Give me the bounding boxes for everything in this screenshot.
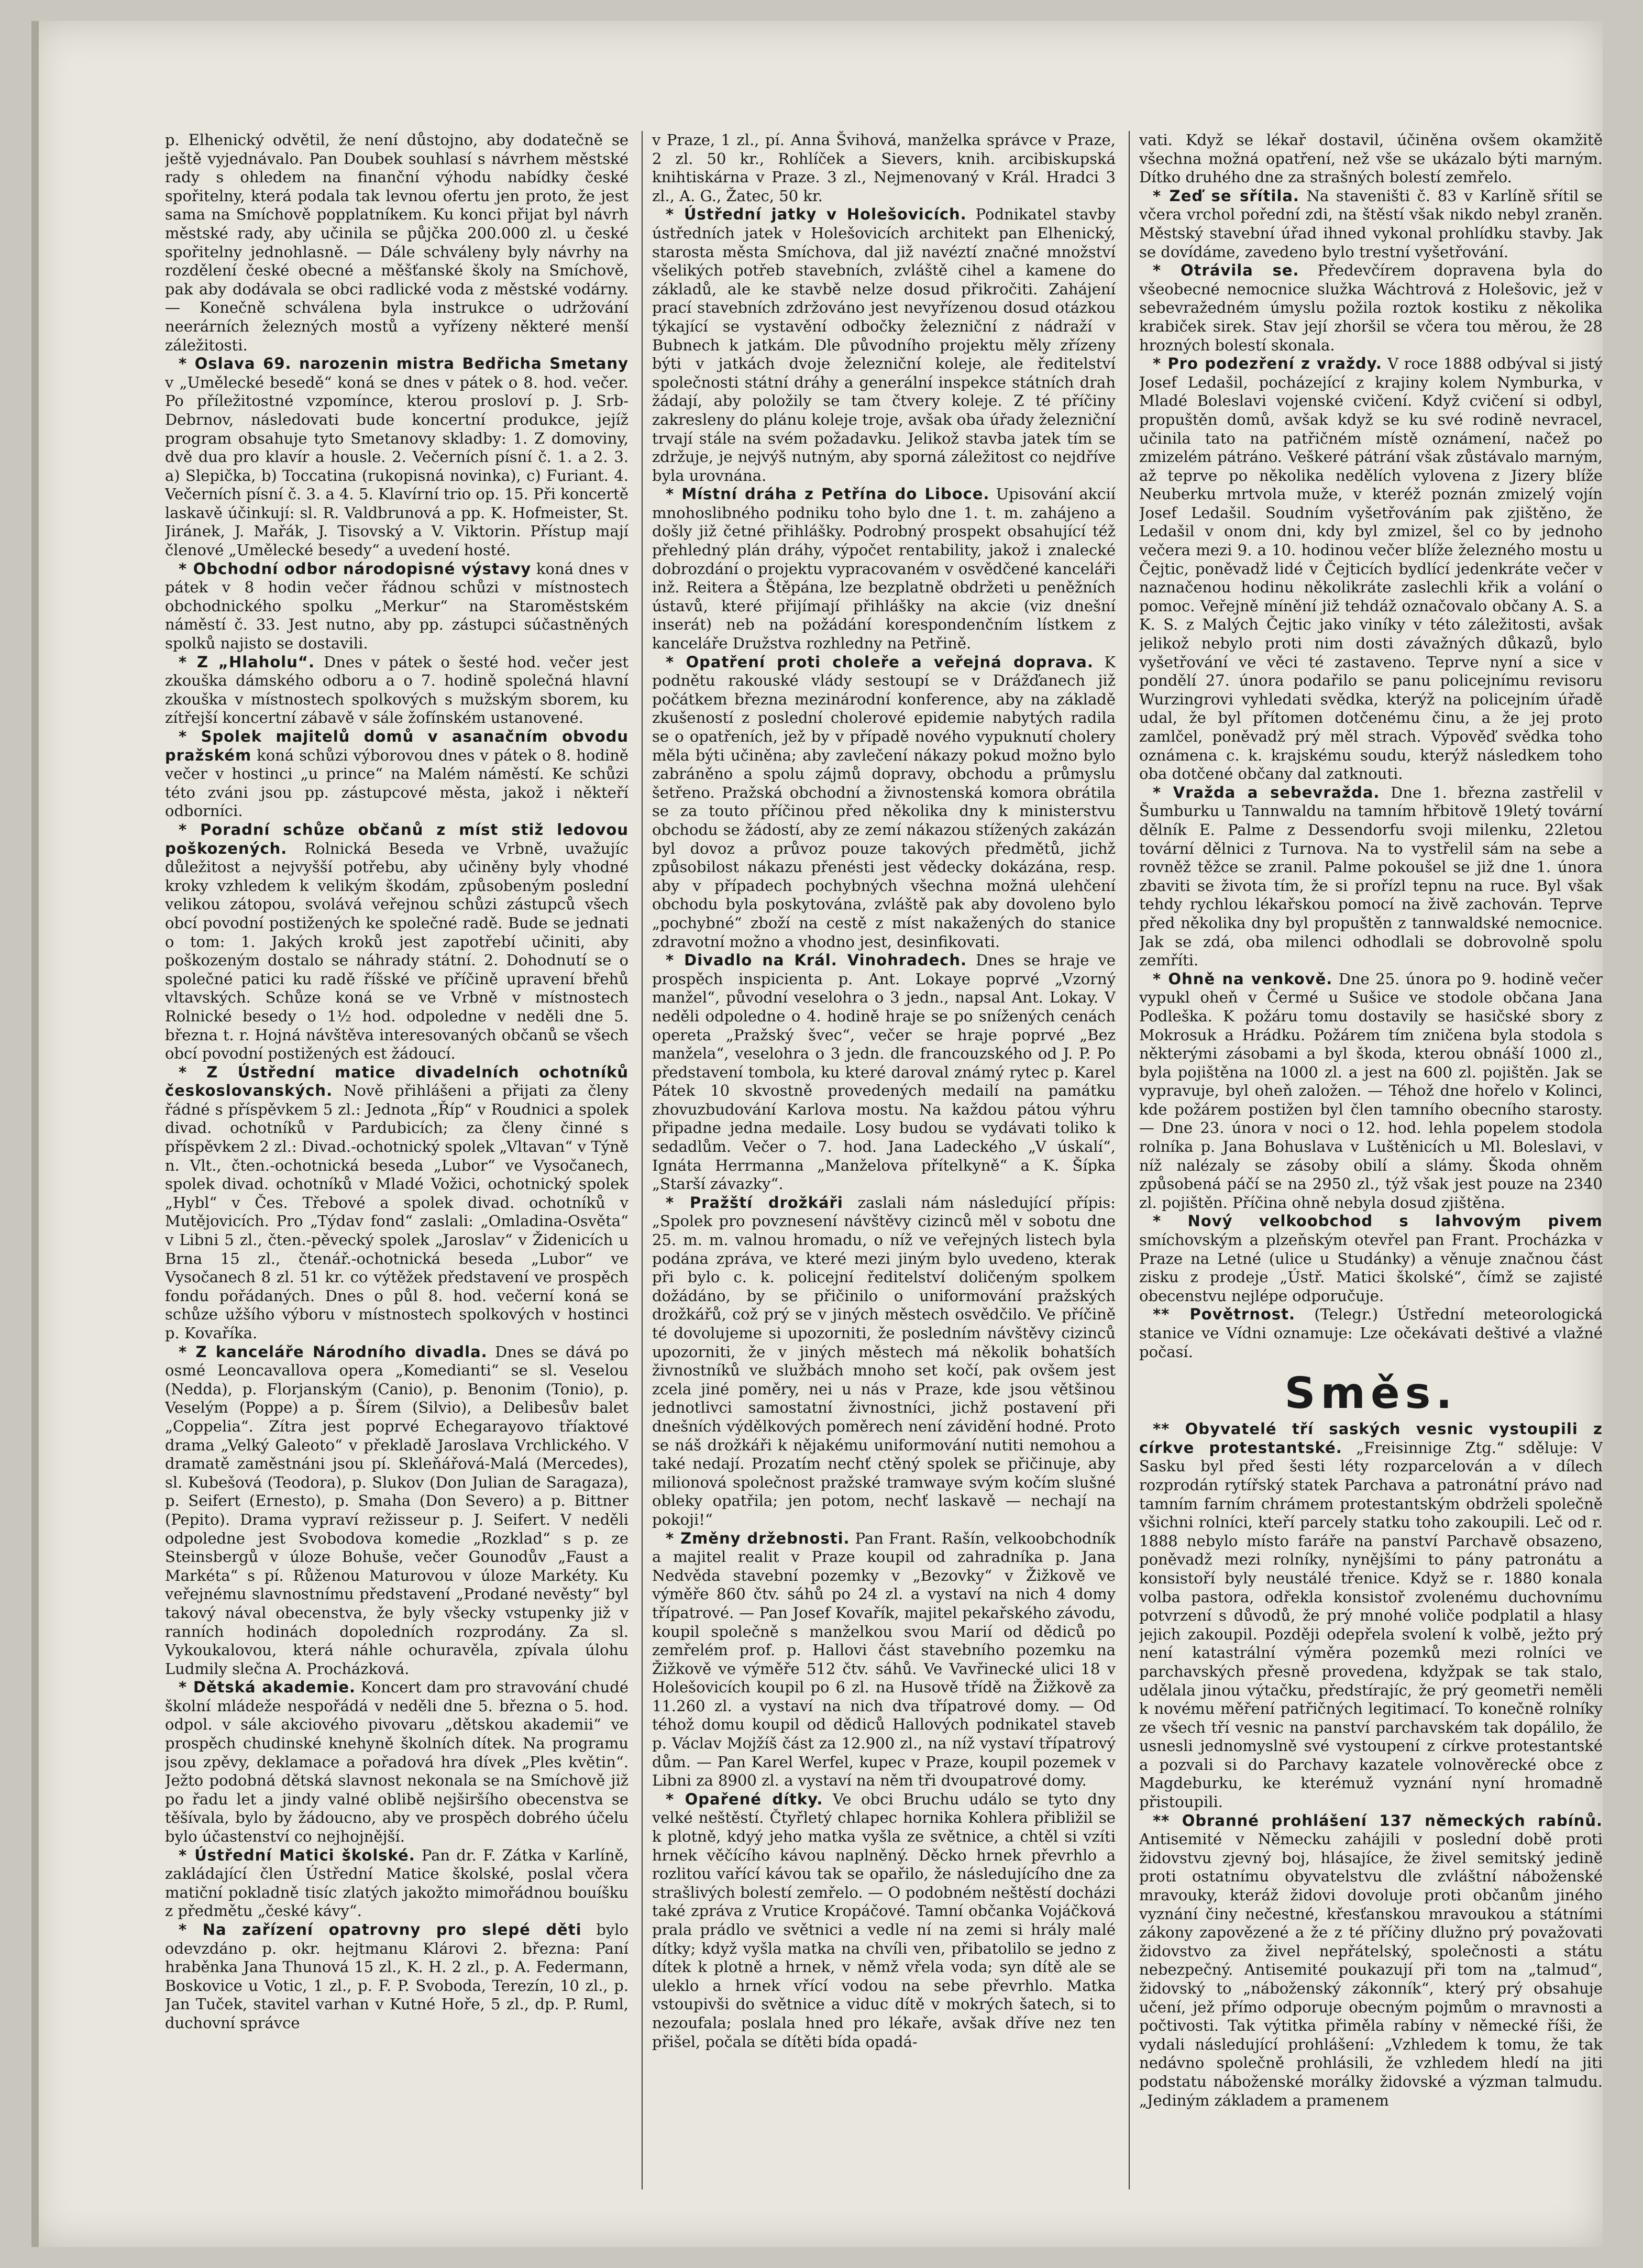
article-heading: * Nový velkoobchod s lahvovým pivem [1153, 1212, 1603, 1230]
article-text: Upisování akcií mnohoslibného podniku toho bylo dne 1. t. m. zahájeno a došly již četné přihlášky. Podrobný prospekt obsahující též přehledný plán dráhy, výpočet rentability, jakož i znalecké dobrozdání o projektu vypracovaném v osvědčené kanceláři inž. Reitera a Štěpána, lze bezplatně obdržeti u peněžních ústavů, které přijímají přihlášky na akcie (viz dnešní inserát) neb na požádání korespondenčním lístkem z kanceláře Družstva rozhledny na Petřině. [652, 485, 1116, 653]
article-text: vati. Když se lékař dostavil, účiněna ovšem okamžitě všechna možná opatření, než vše se ukázalo býti marným. Dítko druhého dne za strašných bolestí zemřelo. [1139, 131, 1603, 186]
article-paragraph [1139, 1305, 1603, 1361]
article-paragraph [652, 131, 1116, 205]
article-heading: * Vražda a sebevražda. [1153, 783, 1380, 801]
article-text: Na staveništi č. 83 v Karlíně sřítil se včera vrchol pořední zdi, na štěstí však nikdo nebyl zraněn. Městský stavební úřad ihned vykonal prohlídku stavby. Jak se dovídáme, zavedeno bylo trestní vyšetřování. [1139, 186, 1603, 261]
article-paragraph [165, 560, 628, 653]
article-text: Ve obci Bruchu událo se tyto dny velké neštěstí. Čtyřletý chlapec hornika Kohlera přibližil se k plotně, kdyý jeho matka vyšla ze světnice, a chtěl si vzíti hrnek věčícího kávou naplněný. Děcko hrnek převrhlo a rozlitou vařící kávou tak se opařilo, že následujícího dne za strašlivých bolestí zemřelo. — O podobném neštěstí docházi také zpráva z Vrutice Kropáčové. Tamní občanka Vojáčková prala prádlo ve světnici a vedle ní na zemi si hrály malé dítky; když vyšla matka na chvíli ven, přibatolilo se jedno z dítek k plotně a hrnek, v němž vřela voda; syn dítě ale se uleklo a hrnek vřící vodou na sebe převrhlo. Matka vstoupivši do světnice a viduc dítě v mokrých šatech, si to nezoufala; poslala hned pro lékaře, avšak dříve nez ten přišel, počala se dítěti bída opadá- [652, 1790, 1116, 2051]
article-heading: ** Obyvatelé tří saských vesnic vystoupili z církve protestantské. [1139, 1420, 1603, 1457]
article-paragraph [1139, 131, 1603, 187]
column-2 [652, 131, 1116, 2189]
article-text: Dne 1. března zastřelil v Šumburku u Tannwaldu na tamním hřbitově 19letý tovární dělník E. Palme z Dessendorfu svoji milenku, 22letou tovární dělnici z Turnova. Na to vystřelil sám na sebe a rovněž těžce se zranil. Palme pokoušel se již dne 1. února zbaviti se života tím, že si prořízl tepnu na ruce. Byl však tehdy rychlou lékařskou pomocí na živě zachován. Teprve před několika dny byl propuštěn z tannwaldské nemocnice. Jak se zdá, oba milenci odhodlali se dobrovolně spolu zemříti. [1139, 783, 1603, 970]
article-heading: * Poradní schůze občanů z míst stiž ledovou poškozených. [165, 820, 628, 857]
article-paragraph [1139, 355, 1603, 784]
article-paragraph [652, 205, 1116, 485]
article-heading: * Obchodní odbor národopisné výstavy [179, 559, 532, 578]
article-text: V roce 1888 odbýval si jistý Josef Ledašil, pocházející z krajiny kolem Nymburka, v Mladé Boleslavi vojenské cvičení. Když cvičení si odbyl, propuštěn domů, avšak když se ku své rodině nevracel, učinila tato na patřičném místě oznámení, načež po zmizelém pátráno. Veškeré pátrání však zůstávalo marným, až teprve po několika nedělích vylovena z Jizery blíže Neuberku mrtvola muže, v kteréž poznán zmizelý vojín Josef Ledašil. Soudním vyšetřováním pak zjištěno, že Ledašil v onom dni, kdy byl zmizel, šel co by jednoho večera mezi 9. a 10. hodinou večer blíže železného mostu u Čejtic, poněvadž lidé v Čejticích bydlící jedenkráte večer v naznačenou hodinu několikráte zaslechli křik a volání o pomoc. Veřejně mínění již tehdáž označovalo občany A. S. a K. S. z Malých Čejtic jako viníky v této záležitosti, avšak jelikož nebylo proti nim dosti závažných důkazů, bylo vyšetřování ve věci té zastaveno. Teprve nyní a sice v pondělí 27. února podařilo se panu policejnímu revisoru Wurzingrovi vyhledati svědka, kterýž na policejním úřadě udal, že byl přítomen dotčenému činu, a že jej proto zamlčel, poněvadž prý měl strach. Výpověď svědka toho oznámena c. k. krajskému soudu, kterýž následkem toho oba dotčené občany dal zatknouti. [1139, 355, 1603, 783]
article-heading: * Opatření proti choleře a veřejná doprava. [666, 653, 1094, 671]
article-heading: * Dětská akademie. [179, 1678, 356, 1697]
article-paragraph [165, 131, 628, 355]
article-heading: * Pro podezření z vraždy. [1153, 355, 1382, 373]
article-text: Rolnická Beseda ve Vrbně, uvažujíc důležitost a nejvyšší potřebu, aby učiněny byly vhodné kroky vzhledem k velikým škodám, způsobeným poslední velikou zátopou, svolává veřejnou schůzi zástupců všech obcí povodní postižených ke společné radě. Bude se jednati o tom: 1. Jakých kroků jest zapotřebí učiniti, aby poškozeným dostalo se náhrady státní. 2. Dohodnutí se o společné patici ku radě říšské ve příčině upravení břehů vltavských. Schůze koná se ve Vrbně v místnostech Rolnické besedy o 1½ hod. odpoledne v neděli dne 5. března t. r. Hojná návštěva interesovaných občanů se všech obcí povodní postižených est žádoucí. [165, 839, 628, 1063]
article-text: Koncert dam pro stravování chudé školní mládeže nespořádá v neděli dne 5. března o 5. hod. odpol. v sále akciového pivovaru „dětskou akademii“ ve prospěch chudinské knehyně školních dítek. Na programu jsou zpěvy, deklamace a pořadová hra dívek „Ples květin“. Ježto podobná dětská slavnost nekonala se na Smíchově již po řadu let a jindy valné oblibě nejširšího obecenstva se těšívala, bylo by žádoucno, aby ve prospěch dobrého účelu bylo účastenství co nejhojnější. [165, 1678, 628, 1846]
column-1 [165, 131, 628, 2189]
article-text: Dnes se hraje ve prospěch inspicienta p. Ant. Lokaye poprvé „Vzorný manžel“, původní veselohra o 3 jedn., napsal Ant. Lokay. V neděli odpoledne o 4. hodině hraje se po snížených cenách opereta „Pražský švec“, večer se hraje poprvé „Bez manžela“, veselohra o 3 jedn. dle francouzského od J. P. Po představení tombola, ku které daroval známý rytec p. Karel Pátek 10 skvostně provedených medailí na památku zhovuzbudování Karlova mostu. Na každou pátou výhru připadne jedna medaile. Losy budou se vydávati toliko k sedadlům. Večer o 7. hod. Jana Ladeckého „V úskalí“, Ignáta Herrmanna „Manželova přítelkyně“ a K. Šípka „Starší závazky“. [652, 951, 1116, 1193]
article-heading: * Zeď se sřítila. [1153, 186, 1299, 205]
article-text: v Praze, 1 zl., pí. Anna Švihová, manželka správce v Praze, 2 zl. 50 kr., Rohlíček a Sievers, knih. arcibiskupská knihtiskárna v Praze. 3 zl., Nejmenovaný v Král. Hradci 3 zl., A. G., Žatec, 50 kr. [652, 131, 1116, 205]
article-heading: * Z kanceláře Národního divadla. [179, 1342, 488, 1361]
article-text: Dnes se dává po osmé Leoncavallova opera „Komedianti“ se sl. Veselou (Nedda), p. Florjanským (Canio), p. Benonim (Tonio), p. Veselým (Poppe) a p. Šírem (Silvio), a Delibesův balet „Coppelia“. Zítra jest poprvé Echegarayovo tříaktové drama „Velký Galeoto“ v překladě Jaroslava Vrchlického. V dramatě zaměstnáni jsou pí. Skleňářová-Malá (Mercedes), sl. Kubešová (Teodora), p. Slukov (Don Julian de Saragaza), p. Seifert (Ernesto), p. Smaha (Don Severo) a p. Bittner (Pepito). Drama vypraví režisseur p. J. Seifert. V neděli odpoledne jest Svobodova komedie „Rozklad“ s p. ze Steinsbergů v úloze Bohuše, večer Gounodův „Faust a Markéta“ s pí. Růženou Maturovou v úloze Markéty. Ku veřejnému slavnostnímu představení „Prodané nevěsty“ byl takový nával obecenstva, že byly všecky vstupenky již v ranních hodinách dopoledních rozprodány. Za sl. Vykoukalovou, která náhle ochuravěla, zpívala úlohu Ludmily slečna A. Procházková. [165, 1342, 628, 1678]
article-text: koná schůzi výborovou dnes v pátek o 8. hodině večer v hostinci „u prince“ na Malém náměstí. Ke schůzi této zváni jsou pp. zástupcové města, jakož i někteří odborníci. [165, 746, 628, 820]
article-paragraph [652, 951, 1116, 1194]
article-text: v „Umělecké besedě“ koná se dnes v pátek o 8. hod. večer. Po příležitostné vzpomínce, kterou prosloví p. J. Srb-Debrnov, následovati bude koncertní produkce, jejíž program obsahuje tyto Smetanovy skladby: 1. Z domoviny, dvě dua pro klavír a housle. 2. Večerních písní č. 1. a 2. 3. a) Slepička, b) Toccatina (rukopisná novinka), c) Furiant. 4. Večerních písní č. 3. a 4. 5. Klavírní trio op. 15. Při koncertě laskavě účinkují: sl. R. Valdbrunová a pp. K. Hofmeister, St. Jiránek, J. Mařák, J. Tisovský a V. Viktorin. Přístup mají členové „Umělecké besedy“ a uvedení hosté. [165, 373, 628, 559]
article-heading: * Změny držebnosti. [666, 1529, 850, 1547]
article-heading: * Opařené dítky. [666, 1790, 823, 1808]
article-heading: * Ústřední jatky v Holešovicích. [666, 205, 967, 224]
article-heading: * Z Ústřední matice divadelních ochotníků českoslovanských. [165, 1063, 628, 1100]
article-paragraph [1139, 187, 1603, 261]
column-rule [642, 131, 643, 2189]
article-paragraph [165, 1343, 628, 1679]
article-heading: * Spolek majitelů domů v asanačním obvodu pražském [165, 728, 628, 764]
article-text: Antisemité v Německu zahájili v poslední době proti židovstvu zjevný boj, hlásajíce, že živel semitský jedině proti ostatnímu obyvatelstvu dle zvláštní náboženské mravouky, kteráž židovi dovoluje proti občanům jiného vyznání činy nečestné, křesťanskou mravoukou a státními zákony zapovězené a že z té příčiny dlužno prý považovati židovstvo za živel nepřátelský, společnosti a státu nebezpečný. Antisemité poukazují při tom na „talmud“, židovský to „náboženský zákonník“, který prý obsahuje učení, jež přímo odporuje obecným pojmům o mravnosti a počtivosti. Tak výtitka přiměla rabíny v německé říši, že vydali následující prohlášení: „Vzhledem k tomu, že tak nedávno společně prohlásili, že vzhledem hledí na jiti podstatu náboženské morálky židovské a výzman talmudu. „Jediným základem a pramenem [1139, 1830, 1603, 2109]
article-paragraph [652, 653, 1116, 952]
article-text: Dnes v pátek o šesté hod. večer jest zkouška dámského odboru a o 7. hodině společná hlavní zkouška v místnostech spolkových s mužským sborem, ku zítřejší koncertní zábavě v sále žofínském ustanovené. [165, 653, 628, 727]
article-paragraph [165, 1846, 628, 1921]
article-paragraph [1139, 784, 1603, 970]
article-paragraph [1139, 970, 1603, 1213]
article-paragraph [1139, 1812, 1603, 2110]
article-text: Nově přihlášeni a přijati za členy řádné s příspěvkem 5 zl.: Jednota „Říp“ v Roudnici a spolek divad. ochotníků v Pardubicích; za členy činné s příspěvkem 2 zl.: Divad.-ochotnický spolek „Vltavan“ v Týně n. Vlt., čten.-ochotnická beseda „Lubor“ ve Vysočanech, spolek divad. ochotníků v Mladé Vožici, ochotnický spolek „Hybl“ v Čes. Třebové a spolek divad. ochotníků v Mutějovicích. Pro „Týdav fond“ zaslali: „Omladina-Osvěta“ v Libni 5 zl., čten.-pěvecký spolek „Jaroslav“ v Židenicích u Brna 15 zl., čtenář.-ochotnická beseda „Lubor“ ve Vysočanech 8 zl. 51 kr. co výtěžek představení ve prospěch fondu pořádaných. Dnes o půl 8. hod. večerní koná se schůze užšího výboru v místnostech spolkových v hostinci p. Kovaříka. [165, 1082, 628, 1342]
article-paragraph [1139, 1212, 1603, 1305]
article-paragraph [165, 653, 628, 728]
article-text: (Telegr.) Ústřední meteorologická stanice ve Vídni oznamuje: Lze očekávati deštivé a vlažné počasí. [1139, 1305, 1603, 1361]
article-text: p. Elhenický odvětil, že není důstojno, aby dodatečně se ještě vyjednávalo. Pan Doubek souhlasí s návrhem městské rady s ohledem na finanční výhodu nabídky české spořitelny, která podala tak levnou ofertu jen proto, že jest sama na Smíchově popplatníkem. Ku konci přijat byl návrh městské rady, aby učinila se půjčka 200.000 zl. u české spořitelny jednohlasně. — Dále schváleny byly návrhy na rozdělení české obecné a měšťanské školy na Smíchově, pak aby dodávala se obci radlické voda z městské vodárny. — Konečně schválena byla instrukce o udržování neerárních železných mostů a vyřízeny některé menší záležitosti. [165, 131, 628, 354]
article-paragraph [165, 1921, 628, 2033]
article-text: Podnikatel stavby ústředních jatek v Holešovicích architekt pan Elhenický, starosta města Smíchova, dal již navéztí značné množství všelikých potřeb stavebních, zvláště cihel a kamene do základů, ale ke stavbě nelze dosud přikročiti. Zahájení prací stavebních zdržováno jest nevyřízenou dosud otázkou týkající se vystavění odbočky železniční z nádraží v Bubnech k jatkám. Dle původního projektu měly zřízeny býti v jatkách dvoje železniční koleje, ale ředitelství společnosti státní dráhy a generální inspekce státních drah žádají, aby položily se tam čtvery koleje. Z té příčiny zakresleny do plánu koleje troje, avšak oba úřady železniční trvají stále na svém požadavku. Jelikož stavba jatek tím se zdržuje, je nejvýš nutným, aby sporná záležitost co nejdříve byla urovnána. [652, 205, 1116, 485]
article-heading: * Z „Hlaholu“. [179, 653, 315, 671]
article-paragraph [165, 728, 628, 821]
article-text: koná dnes v pátek v 8 hodin večer řádnou schůzi v místnostech obchodnického spolku „Merkur“ na Staroměstském náměstí č. 33. Jest nutno, aby pp. zástupci súčastněných spolků najisto se dostavili. [165, 559, 628, 653]
text-columns [165, 131, 1613, 2189]
article-text: K podnětu rakouské vlády sestoupí se v Drážďanech již počátkem března mezinárodní konference, aby na základě zkušeností z poslední cholerové epidemie nabytých radila se o opatřeních, jež by v případě nového vypuknutí cholery měla býti učiněna; aby zavlečení nákazy pokud možno bylo zabráněno a spolu zájmů dopravy, obchodu a průmyslu šetřeno. Pražská obchodní a živnostenská komora obrátila se za touto příčinou před několika dny k ministerstvu obchodu se žádostí, aby ze zemí nákazou stížených zakázán byl dovoz a průvoz pouze takových předmětů, jichž způsobilost nákazu přenésti jest vědecky dokázána, resp. aby v případech pochybných všechna možná ulehčení obchodu byla poskytována, zvláště pak aby dovoleno bylo „pochybné“ zboží na cestě z míst nakažených do stanice zdravotní možno a vhodno jest, desinfikovati. [652, 653, 1116, 951]
article-paragraph [652, 485, 1116, 653]
section-heading-smes: Směs. [1284, 1369, 1458, 1419]
article-paragraph [652, 1194, 1116, 1529]
article-paragraph [1139, 261, 1603, 355]
article-text: bylo odevzdáno p. okr. hejtmanu Klárovi 2. března: Paní hraběnka Jana Thunová 15 zl., K. H. 2 zl., p. A. Federmann, Boskovice u Votic, 1 zl., p. F. P. Svoboda, Terezín, 10 zl., p. Jan Tuček, stavitel varhan v Kutné Hoře, 5 zl., dp. P. Ruml, duchovní správce [165, 1921, 628, 2032]
article-heading: * Ústřední Matici školské. [179, 1846, 415, 1864]
article-heading: * Divadlo na Král. Vinohradech. [666, 951, 967, 970]
article-text: smíchovským a plzeňským otevřel pan Frant. Procházka v Praze na Letné (ulice u Studánky) a věnuje značnou část zisku z prodeje „Ústř. Matici školské“, čímž se zajisté obecenstvu nejlépe odporučuje. [1139, 1231, 1603, 1305]
article-text: zaslali nám následující přípis: „Spolek pro povznesení návštěvy cizinců měl v sobotu dne 25. m. m. valnou hromadu, o níž ve veřejných listech byla podána zpráva, ve které mezi jiným bylo uvedeno, kterak při bylo c. k. policejní ředitelství doličeným spolkem dožádáno, by se přičinilo o uniformování pražských drožkářů, což prý se v jiných městech osvědčilo. Ve příčině té dovolujeme si upozorniti, že posledním návštěvy cizinců upozorniti, že v jiných městech má několik bohatších živnostníků ve službách mnoho set kočí, pak ovšem jest zcela jiné poměry, nei u nás v Praze, kde jsou většinou jednotlivci samostatní živnostníci, jichž postavení při dnešních výdělkových poměrech není závidění hodné. Proto se náš drožkáři k nějakému uniformování nutiti nemohou a také nedají. Prozatím nechť ctěný spolek se přičinuje, aby milionová společnost pražské tramwaye svým kočím slušné obleky opatřila; jen potom, nechť laskavě — nechají na pokoji!“ [652, 1193, 1116, 1528]
article-text: Dne 25. února po 9. hodině večer vypukl oheň v Čermé u Sušice ve stodole občana Jana Podleška. K požáru tomu dostavily se hasičské sbory z Mokrosuk a Hrádku. Požárem tím zničena byla stodola s některými zásobami a byl škoda, kterou obnáší 1000 zl., byla pojištěna na 1000 zl. a jest na 600 zl. pojištěn. Jak se vypravuje, byl oheň založen. — Téhož dne hořelo v Kolinci, kde požárem postižen byl člen tamního obecního starosty. — Dne 23. února v noci o 12. hod. lehla popelem stodola rolníka p. Jana Bohuslava v Luštěnicích u Ml. Boleslavi, v níž nalézaly se zásoby obilí a slámy. Škoda ohněm způsobená páčí se na 2950 zl., týž však jest pouze na 2340 zl. pojištěn. Příčina ohně nebyla dosud zjištěna. [1139, 970, 1603, 1212]
article-heading: ** Povětrnost. [1153, 1305, 1296, 1324]
article-text: Předevčírem dopravena byla do všeobecné nemocnice služka Wáchtrová z Holešovic, jež v sebevražedném úmyslu požila roztok kostiku z několika krabiček sirek. Stav její zhoršil se včera tou měrou, že 28 hrozných bolestí skonala. [1139, 261, 1603, 354]
article-paragraph [165, 1063, 628, 1343]
article-text: Pan dr. F. Zátka v Karlíně, zakládající člen Ústřední Matice školské, poslal včera matiční pokladně tisíc zlatých jakožto mimořádnou bouíšku z předmětu „české kávy“. [165, 1846, 628, 1920]
article-paragraph [165, 821, 628, 1063]
article-heading: * Pražští drožkáři [666, 1193, 843, 1212]
article-paragraph [165, 1678, 628, 1846]
article-paragraph [1139, 1420, 1603, 1811]
article-heading: * Otrávila se. [1153, 261, 1299, 280]
page-binding-edge [31, 21, 39, 2247]
article-heading: * Na zařízení opatrovny pro slepé děti [179, 1921, 582, 1939]
column-3 [1139, 131, 1603, 2189]
article-heading: * Místní dráha z Petřína do Liboce. [666, 485, 990, 503]
column-rule [1129, 131, 1130, 2189]
article-paragraph [652, 1790, 1116, 2051]
article-heading: * Oslava 69. narozenin mistra Bedřicha Smetany [179, 355, 628, 373]
article-heading: * Ohně na venkově. [1153, 970, 1333, 988]
article-text: Pan Frant. Rašín, velkoobchodník a majitel realit v Praze koupil od zahradníka p. Jana Nedvěda stavební pozemky v „Bezovky“ v Žižkově ve výměře 860 čtv. sáhů po 24 zl. a vystaví na nich 4 domy třípatrové. — Pan Josef Kovařík, majitel pekařského závodu, koupil společně s manželkou svou Marií od dědiců po zemřelém prof. p. Hallovi část stavebního pozemku na Žižkově ve výměře 512 čtv. sáhů. Ve Vavřinecké ulici 18 v Holešovicích koupil po 6 zl. na Husově třídě na Žižkově za 11.260 zl. a vystaví na nich dva třípatrové domy. — Od téhož domu koupil od dědiců Hallových podnikatel staveb p. Václav Mojžíš část za 12.900 zl., na níž vystaví třípatrový dům. — Pan Karel Werfel, kupec v Praze, koupil pozemek v Libni za 8900 zl. a vystaví na něm tři dvoupatrové domy. [652, 1529, 1116, 1790]
article-paragraph [652, 1529, 1116, 1790]
article-text: „Freisinnige Ztg.“ sděluje: V Sasku byl před šesti léty rozparcelován a v dílech rozprodán rytířský statek Parchava a patronátní právo nad tamním farním chrámem protestantským obdrželi společně všichni rolníci, kteří parcely statku toho zakoupili. Leč od r. 1888 nebylo místo faráře na panství Parchavě obsazeno, poněvadž mezi rolníky, nynějšími to pány patronátu a konsistoří byly neustálé třenice. Když se r. 1880 konala volba pastora, odřekla konsistoř zvolenému duchovnímu potvrzení s důvodů, že prý mnohé voliče podplatil a hlasy jejich zakoupil. Později odepřela svolení k volbě, ježto prý není katastrální výměra pozemků mezi rolníci ve parchavských přesně provedena, kdyžpak se tak stalo, udělala jinou výtačku, předstírajíc, že prý geometři neměli k novému měření patřičných legitimací. To konečně rolníky ze všech tří vesnic na panství parchavském tak dopálilo, že usnesli jednomyslně své vystoupení z církve protestantské a pozvali si do Parchavy kazatele volnověrecké obce z Magdeburku, ke kterémuž vyznání nyní hromadně přistoupili. [1139, 1438, 1603, 1811]
article-paragraph [165, 355, 628, 560]
article-heading: ** Obranné prohlášení 137 německých rabínů. [1153, 1811, 1603, 1830]
